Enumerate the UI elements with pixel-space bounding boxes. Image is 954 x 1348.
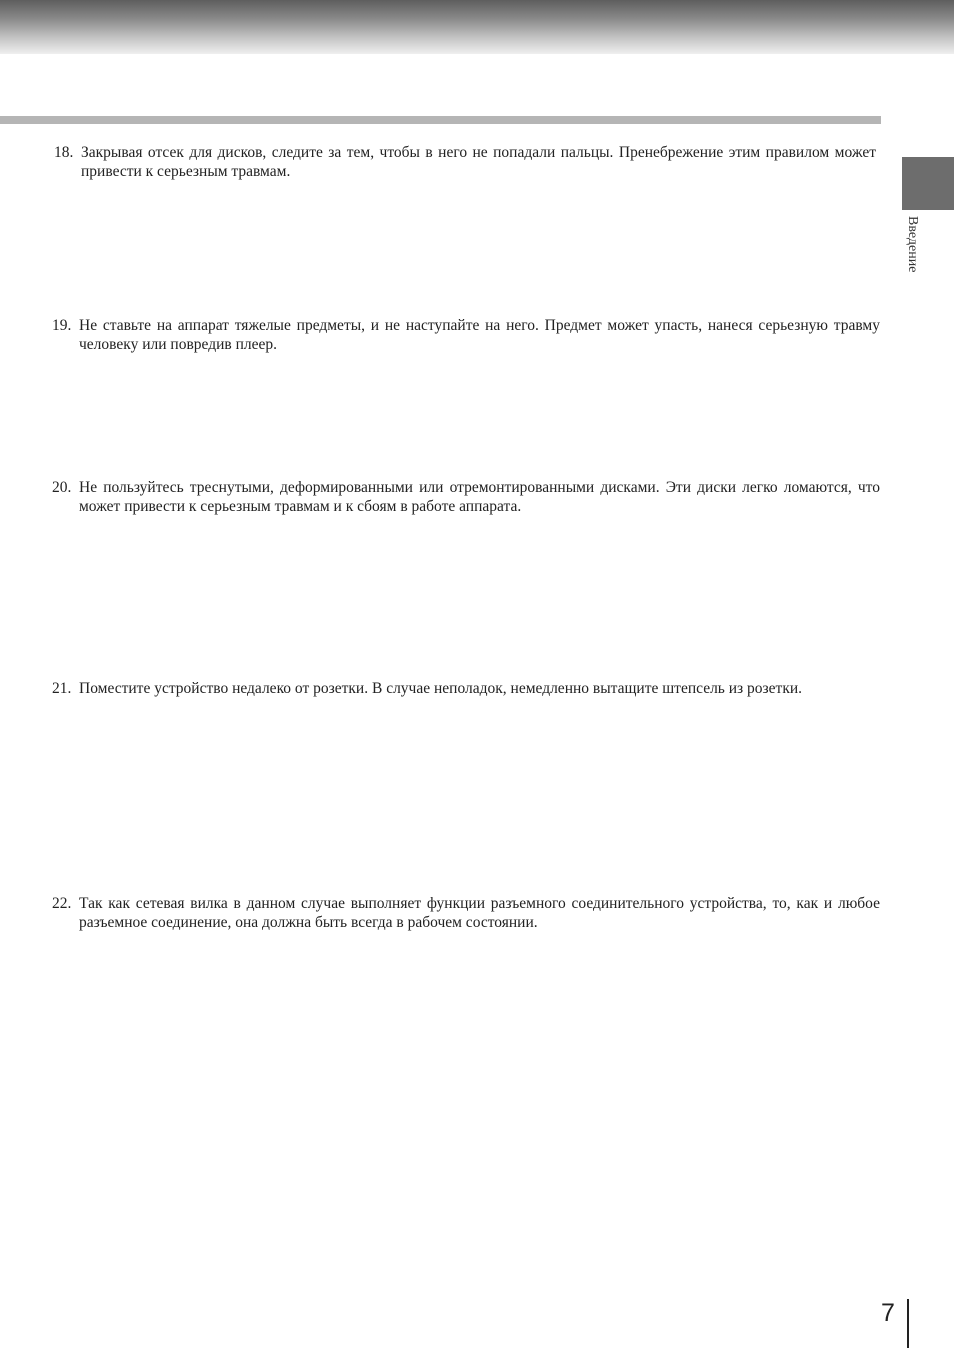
header-gradient-band bbox=[0, 0, 954, 54]
list-item bbox=[52, 894, 880, 932]
list-item-number: 20. bbox=[52, 479, 72, 496]
list-item bbox=[54, 143, 876, 181]
list-item-number: 21. bbox=[52, 680, 72, 697]
list-item-text: Закрывая отсек для дисков, следите за тем, чтобы в него не попадали пальцы. Пренебрежение этим правилом может привести к серьезным травмам. bbox=[81, 144, 876, 180]
section-tab-label: Введение bbox=[905, 216, 920, 273]
header-rule bbox=[0, 116, 881, 124]
list-item bbox=[52, 679, 882, 698]
list-item-number: 18. bbox=[54, 144, 74, 161]
page-number: 7 bbox=[881, 1299, 895, 1327]
list-item-text: Не ставьте на аппарат тяжелые предметы, и не наступайте на него. Предмет может упасть, нанеся серьезную травму человеку или повредив плеер. bbox=[79, 317, 880, 353]
section-tab-marker bbox=[902, 157, 954, 210]
list-item-text: Так как сетевая вилка в данном случае выполняет функции разъемного соединительного устройства, то, как и любое разъемное соединение, она должна быть всегда в рабочем состоянии. bbox=[79, 895, 880, 931]
list-item-text: Поместите устройство недалеко от розетки. В случае неполадок, немедленно вытащите штепсель из розетки. bbox=[79, 680, 803, 697]
list-item bbox=[52, 478, 880, 516]
list-item-number: 19. bbox=[52, 317, 72, 334]
list-item bbox=[52, 316, 880, 354]
page-number-bar bbox=[907, 1299, 909, 1348]
list-item-text: Не пользуйтесь треснутыми, деформированными или отремонтированными дисками. Эти диски легко ломаются, что может привести к серьезным травмам и к сбоям в работе аппарата. bbox=[79, 479, 880, 515]
list-item-number: 22. bbox=[52, 895, 72, 912]
